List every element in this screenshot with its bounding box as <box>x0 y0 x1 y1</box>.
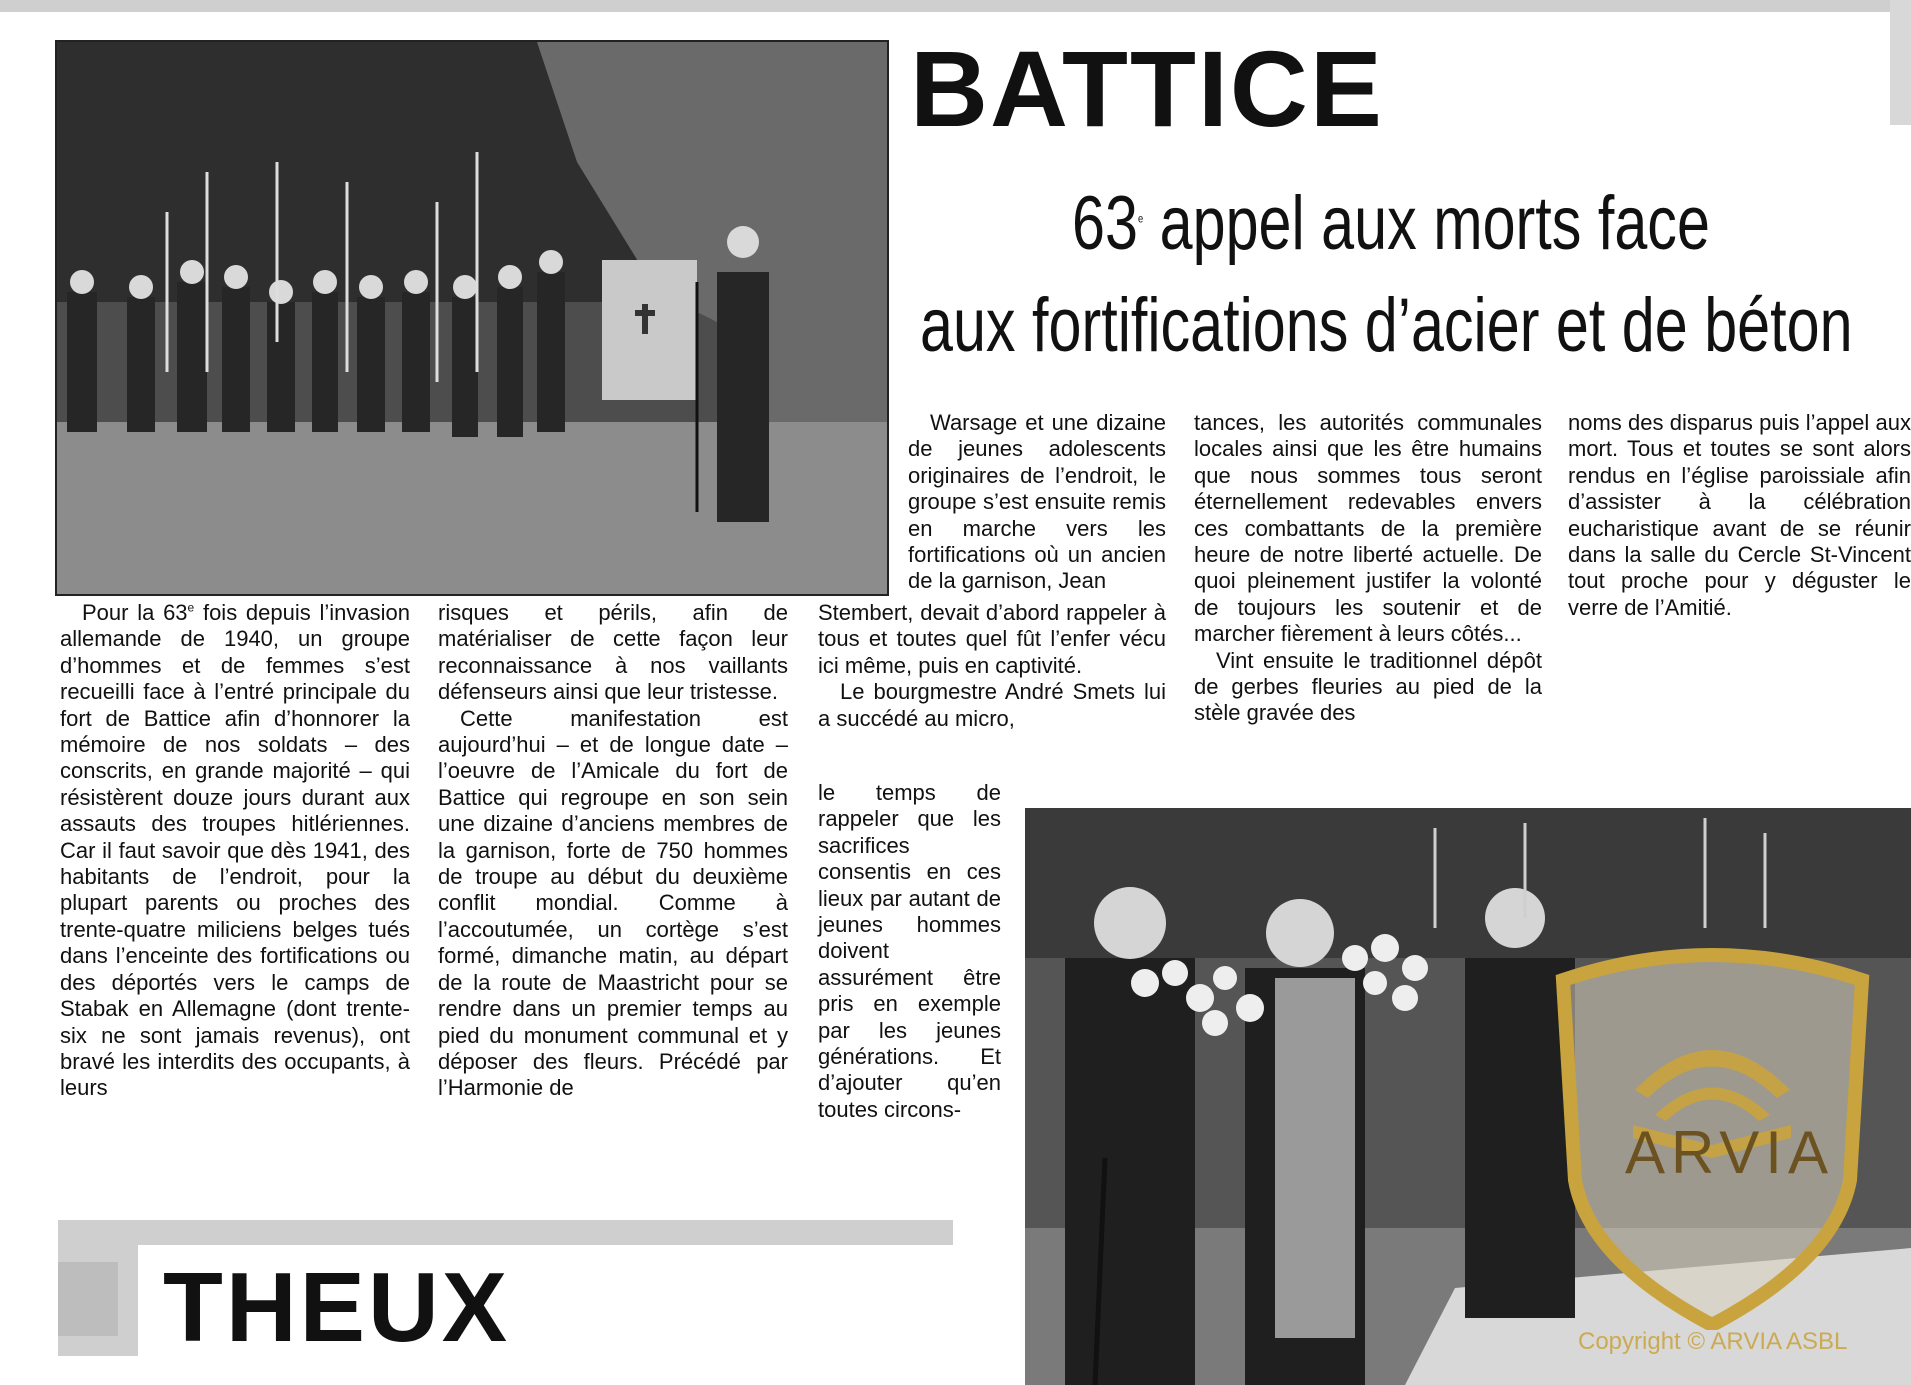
headline-line-2: aux fortifications d’acier et de béton <box>920 283 1853 368</box>
article-column-3-top <box>908 410 1166 595</box>
article-paragraph: Cette manifestation est aujourd’hui – et de longue date – l’oeuvre de l’Amicale du fort de Battice qui regroupe en son sein une dizaine d’anciens membres de la garnison, forte de 750 hommes de troupe au début du deuxième conflit mondial. Comme à l’accoutumée, un cortège s’est formé, dimanche matin, au départ de la route de Maastricht pour se rendre dans un premier temps au pied du monument communal et y déposer des fleurs. Précédé par l’Harmonie de <box>438 705 788 1101</box>
article-paragraph: Warsage et une dizaine de jeunes adolescents originaires de l’endroit, le groupe s’est ensuite remis en marche vers les fortifications où un ancien de la garnison, Jean <box>908 410 1166 594</box>
article-paragraph: risques et périls, afin de matérialiser de cette façon leur reconnaissance à nos vaillants défenseurs ainsi que leur tristesse. <box>438 600 788 705</box>
article-paragraph <box>60 600 410 1102</box>
article-paragraph: noms des disparus puis l’appel aux mort. Tous et toutes se sont alors rendus en l’église paroissiale afin d’assister à la célébration eucharistique avant de se réunir dans la salle du Cercle St-Vincent tout proche pour y déguster le verre de l’Amitié. <box>1568 410 1911 620</box>
article-column-3-bottom <box>818 780 1001 1123</box>
article-column-3-middle <box>818 600 1166 732</box>
article-paragraph: tances, les autorités communales locales ainsi que les être humains que nous sommes tous seront éternellement redevables envers ces combattants de la première heure de notre liberté actuelle. De quoi pleinement justifer la volonté de toujours les soutenir et de marcher fièrement à leurs côtés... <box>1194 410 1542 647</box>
article-text: la 63 <box>137 600 188 625</box>
ceremony-photo <box>55 40 889 596</box>
article-column-5 <box>1568 410 1911 621</box>
article-paragraph: Stembert, devait d’abord rappeler à tous et toutes quel fût l’enfer vécu ici même, puis en captivité. <box>818 600 1166 678</box>
article-paragraph: Le bourgmestre André Smets lui a succédé au micro, <box>818 679 1166 731</box>
ordinal-superscript: e <box>187 600 195 615</box>
headline-line-1: 63e appel aux morts face <box>1072 181 1710 266</box>
section-banner-marker <box>58 1262 118 1336</box>
article-lead-word: Pour <box>82 600 129 625</box>
headline-superscript: e <box>1137 211 1144 226</box>
article-column-4 <box>1194 410 1542 727</box>
right-edge <box>1890 0 1911 125</box>
top-border <box>0 0 1911 12</box>
article-column-1 <box>60 600 410 1102</box>
section-masthead: BATTICE <box>910 28 1384 149</box>
next-section-title: THEUX <box>163 1252 511 1362</box>
article-text: fois depuis l’invasion allemande de 1940, un groupe d’hommes et de femmes s’est recueilli face à l’entré principale du fort de Battice afin d’honnorer la mémoire de nos soldats – des conscrits, en grande majorité – qui résistèrent douze jours durant aux assauts des troupes hitlériennes. Car il faut savoir que dès 1941, des habitants de l’endroit, pour la plupart parents ou proches des trente-quatre miliciens belges tués dans l’enceinte des fortifications ou des déportés vers le camps de Stabak en Allemagne (dont trente-six ne sont jamais revenus), ont bravé les interdits des occupants, à leurs <box>60 600 410 1101</box>
article-column-2 <box>438 600 788 1102</box>
ceremony-photo-illustration <box>57 42 887 594</box>
article-paragraph: le temps de rappeler que les sacrifices consentis en ces lieux par autant de jeunes hommes doivent assurément être pris en exemple par les jeunes générations. Et d’ajouter qu’en toutes circons- <box>818 780 1001 1122</box>
article-paragraph: Vint ensuite le traditionnel dépôt de gerbes fleuries au pied de la stèle gravée des <box>1194 647 1542 726</box>
arvia-logo-text: ARVIA <box>1625 1119 1834 1186</box>
copyright-watermark: Copyright © ARVIA ASBL <box>1578 1328 1848 1355</box>
